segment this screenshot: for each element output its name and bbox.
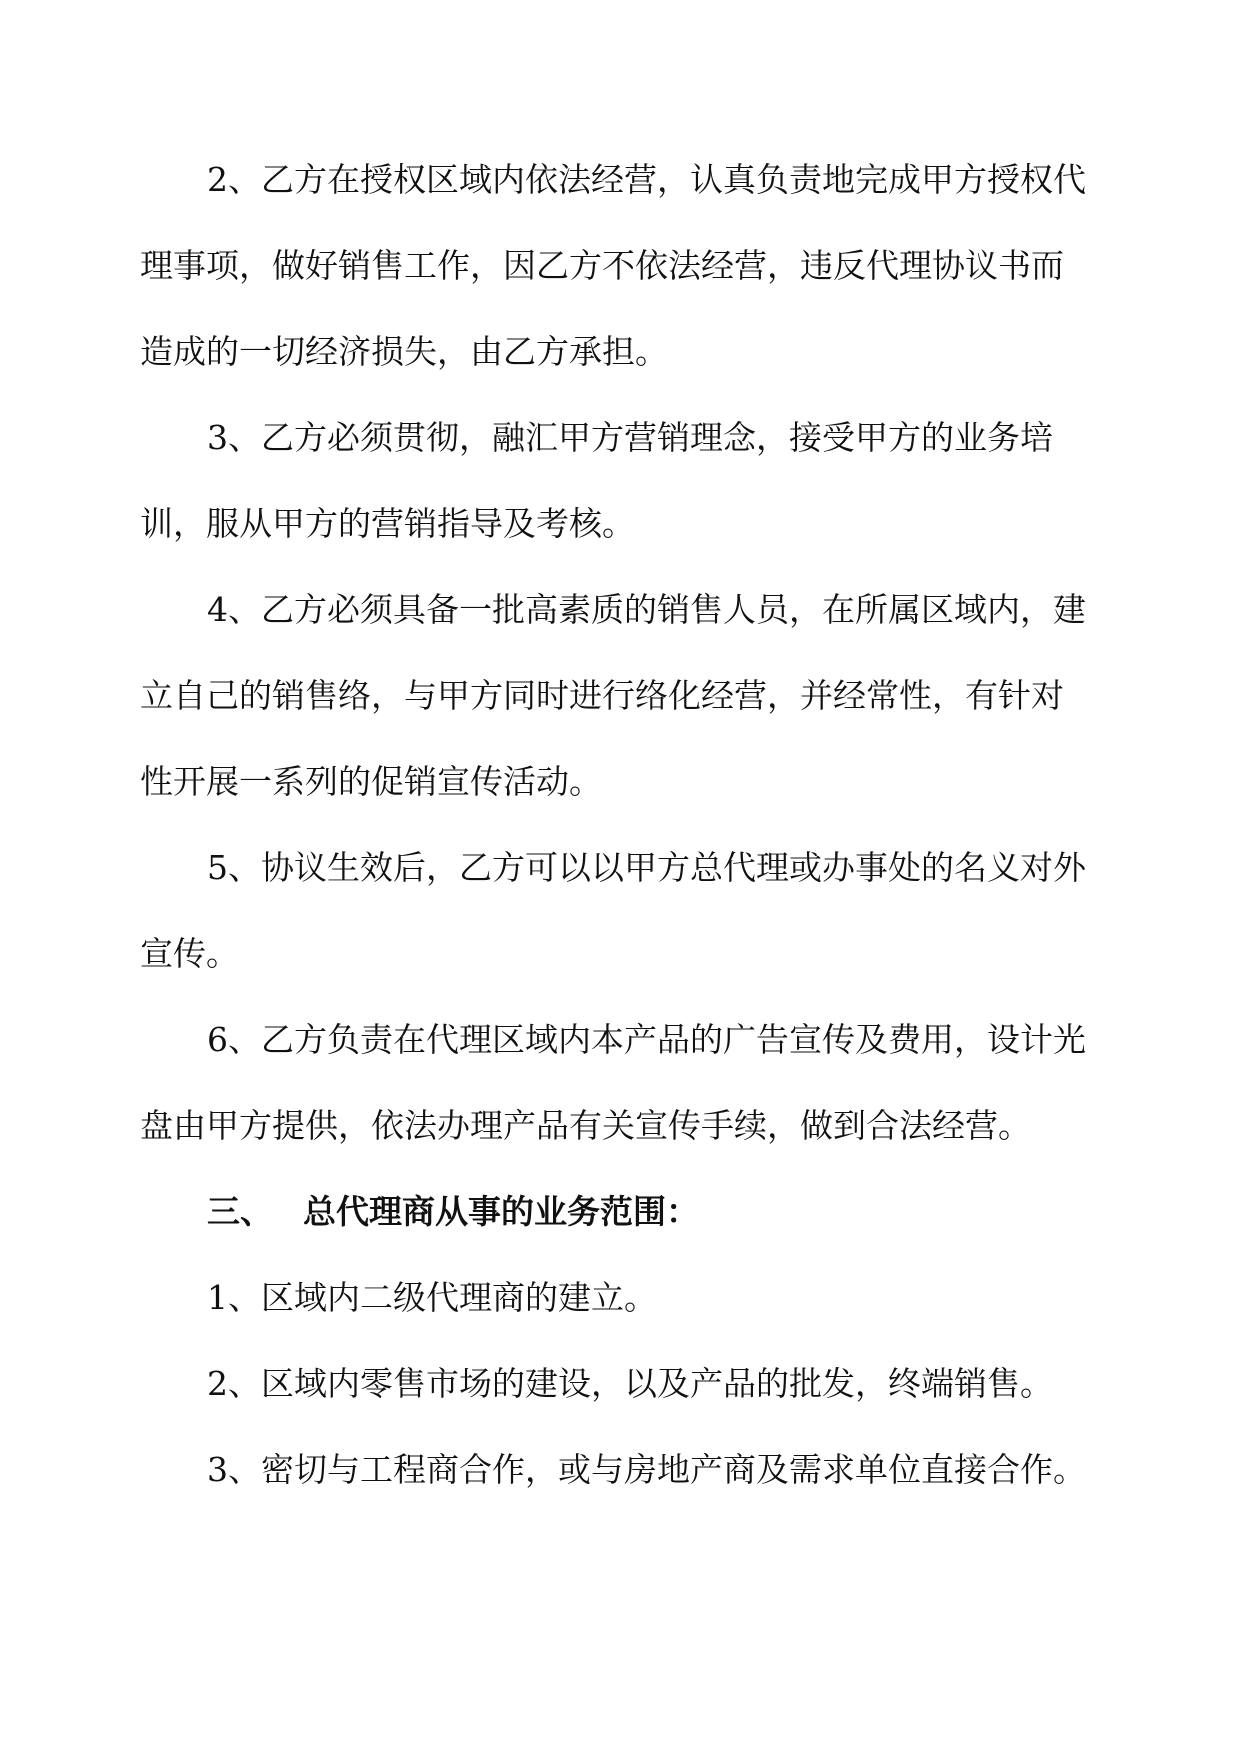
section-title: 总代理商从事的业务范围： xyxy=(303,1192,699,1231)
paragraph-line: 造成的一切经济损失，由乙方承担。 xyxy=(140,332,668,371)
list-item: 2、区域内零售市场的建设，以及产品的批发，终端销售。 xyxy=(207,1364,1053,1403)
paragraph-line: 6、乙方负责在代理区域内本产品的广告宣传及费用，设计光 xyxy=(207,1020,1086,1059)
paragraph-line: 2、乙方在授权区域内依法经营，认真负责地完成甲方授权代 xyxy=(207,160,1086,199)
section-heading xyxy=(207,1192,699,1232)
paragraph-line: 5、协议生效后，乙方可以以甲方总代理或办事处的名义对外 xyxy=(207,848,1086,887)
paragraph-line: 3、乙方必须贯彻，融汇甲方营销理念，接受甲方的业务培 xyxy=(207,418,1053,457)
list-item: 1、区域内二级代理商的建立。 xyxy=(207,1278,657,1317)
paragraph-line: 4、乙方必须具备一批高素质的销售人员，在所属区域内，建 xyxy=(207,590,1086,629)
section-number: 三、 xyxy=(207,1192,273,1231)
paragraph-line: 训，服从甲方的营销指导及考核。 xyxy=(140,504,635,543)
paragraph-line: 立自己的销售络，与甲方同时进行络化经营，并经常性，有针对 xyxy=(140,676,1064,715)
paragraph-line: 盘由甲方提供，依法办理产品有关宣传手续，做到合法经营。 xyxy=(140,1106,1031,1145)
paragraph-line: 性开展一系列的促销宣传活动。 xyxy=(140,762,602,801)
list-item: 3、密切与工程商合作，或与房地产商及需求单位直接合作。 xyxy=(207,1450,1086,1489)
paragraph-line: 理事项，做好销售工作，因乙方不依法经营，违反代理协议书而 xyxy=(140,246,1064,285)
paragraph-line: 宣传。 xyxy=(140,934,239,973)
